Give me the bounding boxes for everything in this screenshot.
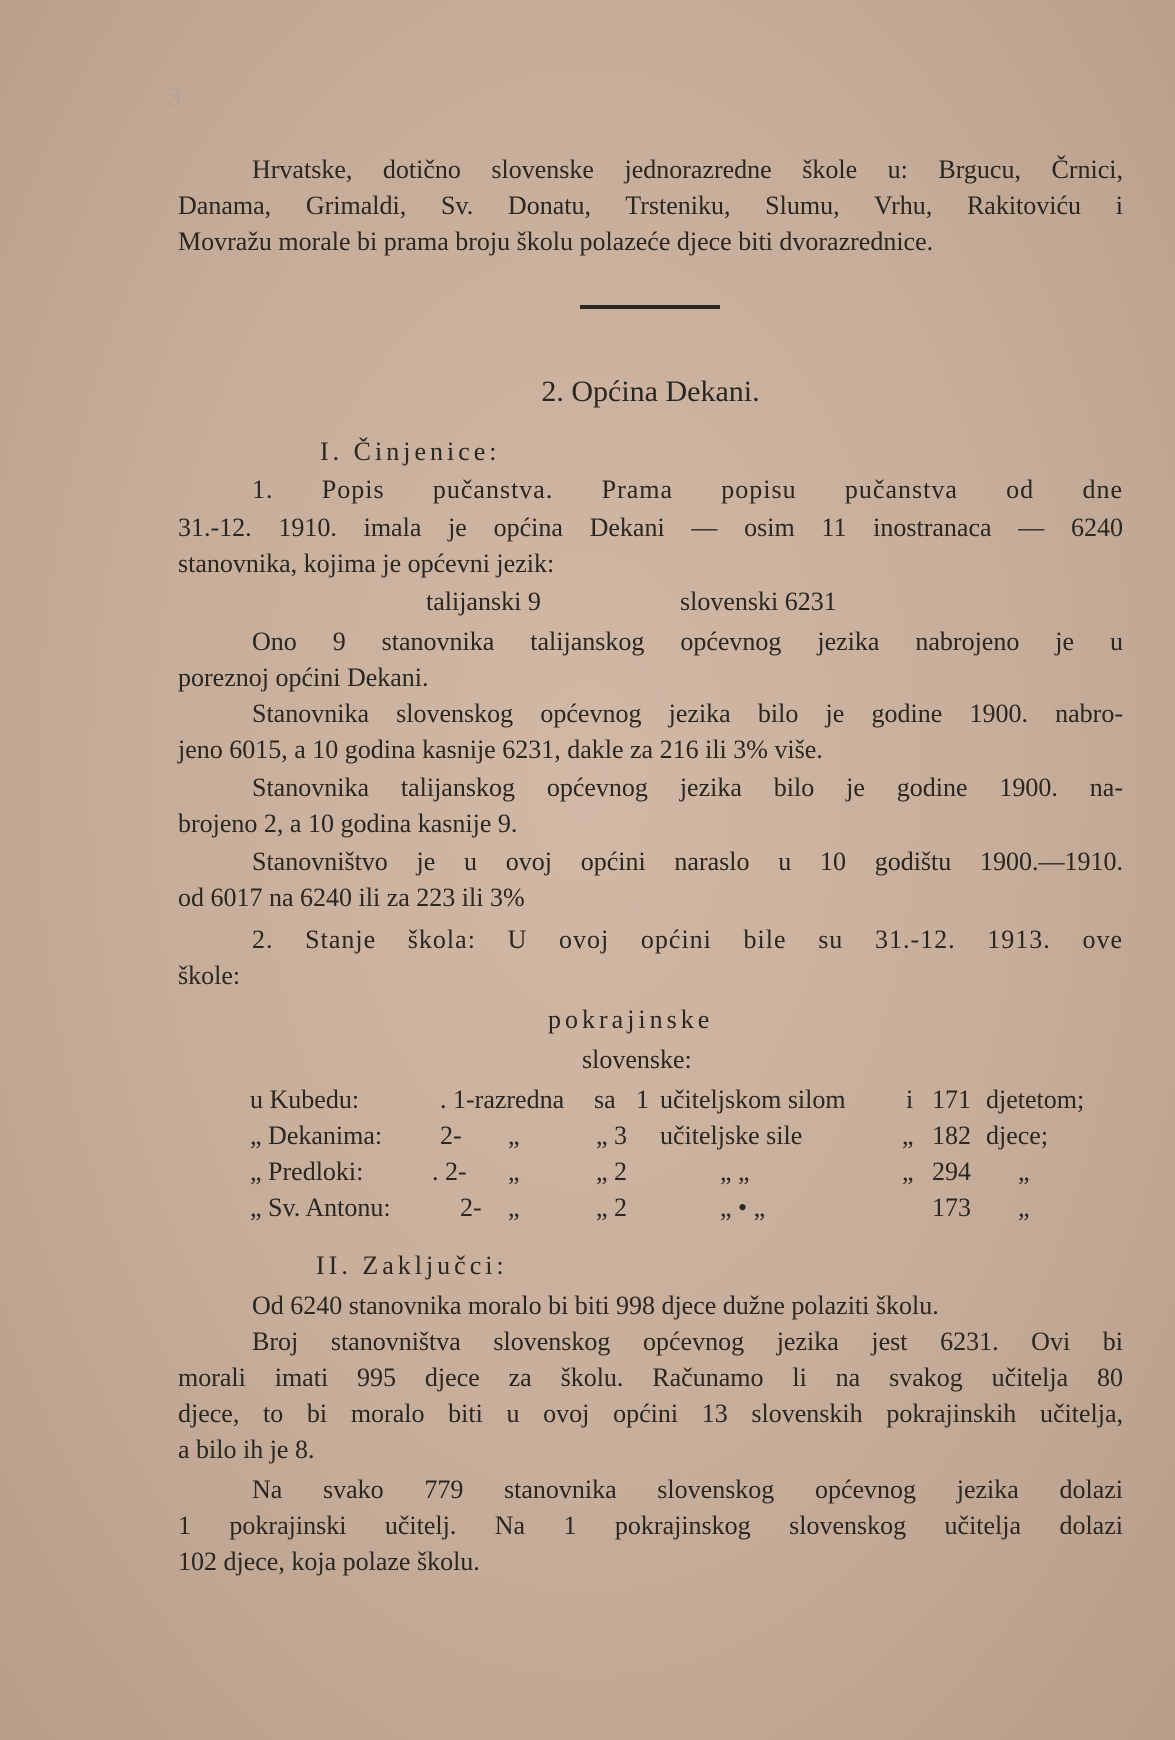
school-children: 182 <box>932 1121 971 1150</box>
schools-line-1: 2. Stanje škola: U ovoj općini bile su 31.-12. 1913. ove <box>252 925 1123 954</box>
school-sa: „ <box>508 1157 520 1186</box>
school-staff-count: „ 2 <box>596 1157 628 1186</box>
language-italian: talijanski 9 <box>426 587 541 616</box>
school-staff: učiteljske sile <box>660 1121 803 1150</box>
conclusion-line-7: 1 pokrajinski učitelj. Na 1 pokrajinskog slovenskog učitelja dolazi <box>178 1511 1123 1540</box>
school-staff: učiteljskom silom <box>660 1085 846 1114</box>
section-title: 2. Općina Dekani. <box>541 375 760 408</box>
census-line-2: 31.-12. 1910. imala je općina Dekani — osim 11 inostranaca — 6240 <box>178 513 1123 542</box>
conclusion-line-3: morali imati 995 djece za školu. Računamo li na svakog učitelja 80 <box>178 1363 1123 1392</box>
school-unit: „ <box>1018 1157 1030 1186</box>
school-unit: djece; <box>986 1121 1049 1150</box>
school-staff-count: „ 3 <box>596 1121 628 1150</box>
para-line-2: poreznoj općini Dekani. <box>178 663 429 692</box>
conclusion-line-8: 102 djece, koja polaze školu. <box>178 1547 480 1576</box>
intro-line-2: Danama, Grimaldi, Sv. Donatu, Trsteniku, Slumu, Vrhu, Rakitoviću i <box>178 191 1123 220</box>
schools-line-2: škole: <box>178 961 241 990</box>
para-line-5: Stanovnika talijanskog općevnog jezika bilo je godine 1900. na- <box>252 773 1123 802</box>
language-slovene: slovenski 6231 <box>680 587 837 616</box>
school-staff-count: „ 2 <box>596 1193 628 1222</box>
school-unit: „ <box>1018 1193 1030 1222</box>
school-children: 171 <box>932 1085 971 1114</box>
census-line-3: stanovnika, kojima je općevni jezik: <box>178 549 555 578</box>
page-mark: 3 <box>168 82 181 111</box>
school-place: „ Predloki: <box>250 1157 364 1186</box>
para-line-6: brojeno 2, a 10 godina kasnije 9. <box>178 809 518 838</box>
census-line-1: 1. Popis pučanstva. Prama popisu pučanstva od dne <box>252 475 1123 504</box>
school-children: 294 <box>932 1157 971 1186</box>
conclusion-line-5: a bilo ih je 8. <box>178 1435 315 1464</box>
school-unit: djetetom; <box>986 1085 1085 1114</box>
schools-heading: pokrajinske <box>548 1005 714 1034</box>
school-i: „ <box>902 1121 914 1150</box>
part2-title: II. Zaključci: <box>316 1251 508 1280</box>
para-line-4: jeno 6015, a 10 godina kasnije 6231, dakle za 216 ili 3% više. <box>178 735 823 764</box>
school-staff: „ • „ <box>720 1193 766 1222</box>
school-i: i <box>906 1085 914 1114</box>
school-sa: „ <box>508 1193 520 1222</box>
school-grade: 2- <box>440 1121 462 1150</box>
para-line-7: Stanovništvo je u ovoj općini naraslo u 10 godištu 1900.—1910. <box>252 847 1123 876</box>
conclusion-line-2: Broj stanovništva slovenskog općevnog jezika jest 6231. Ovi bi <box>252 1327 1123 1356</box>
school-sa: „ <box>508 1121 520 1150</box>
part1-title: I. Činjenice: <box>320 437 501 466</box>
school-children: 173 <box>932 1193 971 1222</box>
school-staff: „ „ <box>720 1157 750 1186</box>
para-line-8: od 6017 na 6240 ili za 223 ili 3% <box>178 883 525 912</box>
intro-line-3: Movražu morale bi prama broju školu polazeće djece biti dvorazrednice. <box>178 227 934 256</box>
section-divider <box>580 305 720 309</box>
school-grade: 2- <box>460 1193 482 1222</box>
schools-subheading: slovenske: <box>582 1045 692 1074</box>
conclusion-line-6: Na svako 779 stanovnika slovenskog općevnog jezika dolazi <box>252 1475 1123 1504</box>
school-place: „ Sv. Antonu: <box>250 1193 391 1222</box>
conclusion-line-1: Od 6240 stanovnika moralo bi biti 998 djece dužne polaziti školu. <box>252 1291 939 1320</box>
school-place: u Kubedu: <box>250 1085 360 1114</box>
school-i: „ <box>902 1157 914 1186</box>
para-line-3: Stanovnika slovenskog općevnog jezika bilo je godine 1900. nabro- <box>252 699 1123 728</box>
school-place: „ Dekanima: <box>250 1121 383 1150</box>
school-sa: sa <box>594 1085 616 1114</box>
school-staff-count: 1 <box>636 1085 649 1114</box>
intro-line-1: Hrvatske, dotično slovenske jednorazredne škole u: Brgucu, Črnici, <box>252 155 1123 184</box>
school-grade: . 2- <box>432 1157 467 1186</box>
conclusion-line-4: djece, to bi moralo biti u ovoj općini 13 slovenskih pokrajinskih učitelja, <box>178 1399 1123 1428</box>
para-line-1: Ono 9 stanovnika talijanskog općevnog jezika nabrojeno je u <box>252 627 1123 656</box>
school-grade: . 1-razredna <box>440 1085 565 1114</box>
